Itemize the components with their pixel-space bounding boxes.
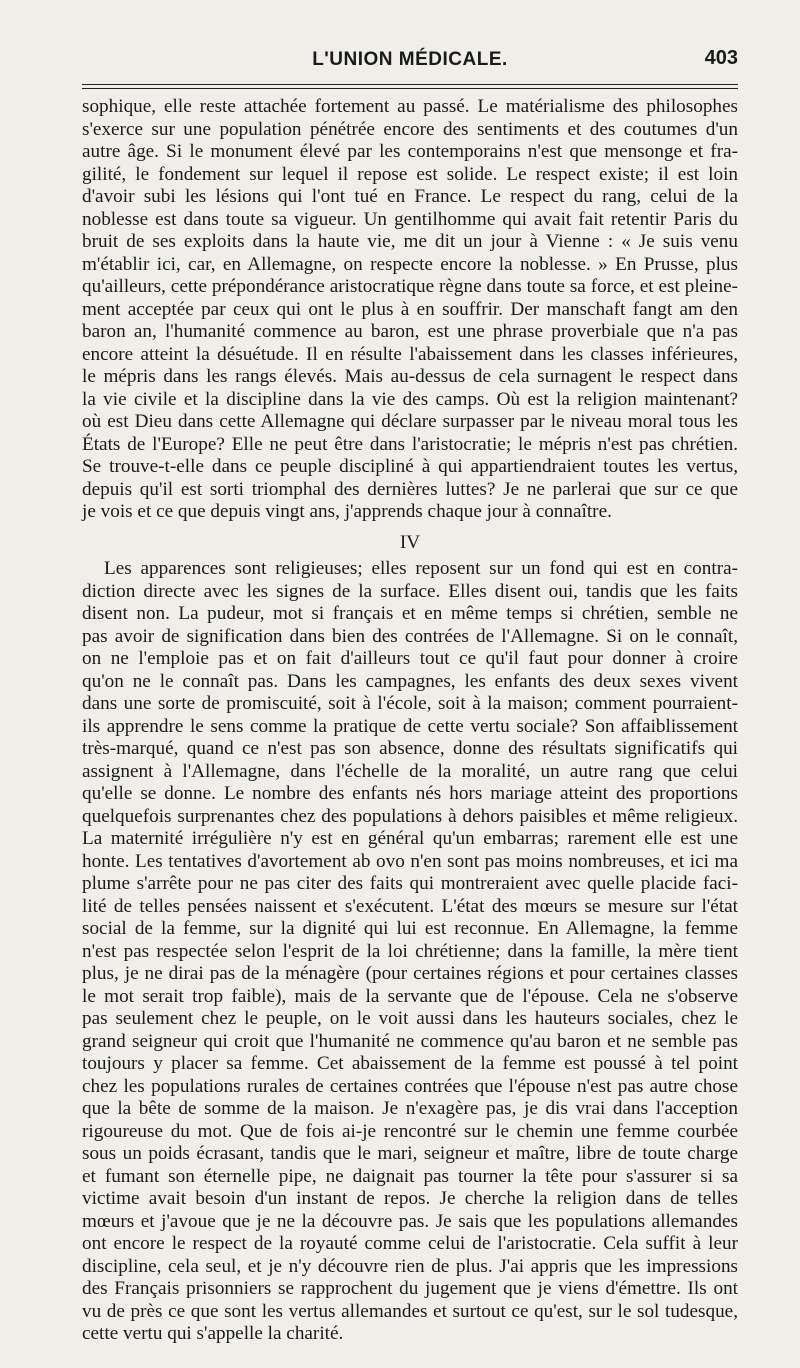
text-line: gilité, le fondement sur lequel il repose est solide. Le respect existe; il est loin [82,163,738,185]
text-line: pas seulement chez le peuple, on le voit aussi dans les hauteurs sociales, chez le [82,1008,738,1029]
text-line: diction directe avec les signes de la surface. Elles disent oui, tandis que les faits [82,580,738,602]
text-line: dans une sorte de promiscuité, soit à l'école, soit à la maison; comment pourraient- [82,693,738,714]
text-line: grand seigneur qui croit que l'humanité ne commence qu'au baron et ne semble pas [82,1030,738,1052]
text-line: on ne l'emploie pas et on fait d'ailleurs tout ce qu'il faut pour donner à croire [82,648,738,669]
header-rule [82,84,738,85]
text-line: lité de telles pensées naissent et s'exécutent. L'état des mœurs se mesure sur l'état [82,895,738,917]
text-line: où est Dieu dans cette Allemagne qui déclare surpasser par le niveau moral tous les [82,411,738,432]
text-line: ont encore le respect de la royauté comme celui de l'aristocratie. Cela suffit à leur [82,1233,738,1254]
text-line: plus, je ne dirai pas de la ménagère (pour certaines régions et pour certaines classes [82,963,738,984]
text-line: et fumant son éternelle pipe, ne daignait pas tourner la tête pour s'assurer si sa [82,1165,738,1187]
text-line: vu de près ce que sont les vertus allemandes et surtout ce qu'est, sur le sol tudesque, [82,1300,738,1322]
text-line: s'exerce sur une population pénétrée encore des sentiments et des coutumes d'un [82,118,738,140]
text-line: ils apprendre le sens comme la pratique de cette vertu sociale? Son affaiblissement [82,715,738,737]
text-line: États de l'Europe? Elle ne peut être dans l'aristocratie; le mépris n'est pas chrétien. [82,433,738,455]
text-line: n'est pas respectée selon l'esprit de la loi chrétienne; dans la famille, la mère tient [82,940,738,962]
text-line: des Français prisonniers se rapprochent du jugement que je viens d'émettre. Ils ont [82,1278,738,1299]
text-line: bruit de ses exploits dans la haute vie, me dit un jour à Vienne : « Je suis venu [82,231,738,252]
text-line: encore atteint la désuétude. Il en résulte l'abaissement dans les classes inférieures, [82,343,738,365]
paragraph-1 [82,96,738,524]
text-line: disent non. La pudeur, mot si français et en même temps si chrétien, semble ne [82,603,738,624]
text-line: Se trouve-t-elle dans ce peuple discipliné à qui appartiendraient toutes les vertus, [82,456,738,477]
text-line: plume s'arrête pour ne pas citer des faits qui montreraient avec quelle placide faci- [82,873,738,894]
text-line: d'avoir subi les lésions qui l'ont tué en France. Le respect du rang, celui de la [82,186,738,207]
text-line: autre âge. Si le monument élevé par les contemporains n'est que mensonge et fra- [82,141,738,162]
text-line: victime avait besoin d'un instant de repos. Je cherche la religion dans de telles [82,1188,738,1209]
text-line: rigoureuse du mot. Que de fois ai-je rencontré sur le chemin une femme courbée [82,1120,738,1142]
text-line: chez les populations rurales de certaines contrées que l'épouse n'est pas autre chose [82,1075,738,1097]
text-line: je vois et ce que depuis vingt ans, j'apprends chaque jour à connaître. [82,501,612,522]
text-line: qu'ailleurs, cette prépondérance aristocratique règne dans toute sa force, et est pleine- [82,276,738,297]
text-line: quelquefois surprenantes chez des populations à dehors paisibles et même religieux. [82,805,738,827]
journal-title: L'UNION MÉDICALE. [312,49,508,70]
text-line: honte. Les tentatives d'avortement ab ovo n'en sont pas moins nombreuses, et ici ma [82,850,738,872]
text-line: pas avoir de signification dans bien des contrées de l'Allemagne. Si on le connaît, [82,625,738,647]
text-line: la vie civile et la discipline dans la vie des camps. Où est la religion maintenant? [82,388,738,410]
section-number: IV [399,531,421,553]
text-line: sophique, elle reste attachée fortement au passé. Le matérialisme des philosophes [82,96,738,117]
article-body [82,96,738,1346]
text-line: social de la femme, sur la dignité qui lui est reconnue. En Allemagne, la femme [82,918,738,939]
text-line: que la bête de somme de la maison. Je n'exagère pas, je dis vrai dans l'acception [82,1098,738,1119]
text-line: très-marqué, quand ce n'est pas son absence, donne des résultats significatifs qui [82,738,738,759]
text-line: baron an, l'humanité commence au baron, est une phrase proverbiale que n'a pas [82,321,738,342]
text-line: le mépris dans les rangs élevés. Mais au-dessus de cela surnagent le respect dans [82,366,738,387]
text-line: cette vertu qui s'appelle la charité. [82,1323,344,1344]
text-line: qu'on ne le connaît pas. Dans les campagnes, les enfants des deux sexes vivent [82,670,738,692]
text-line: discipline, cela seul, et je n'y découvre rien de plus. J'ai appris que les impressions [82,1255,738,1277]
paragraph-2 [82,558,738,1346]
text-line: m'établir ici, car, en Allemagne, on respecte encore la noblesse. » En Prusse, plus [82,253,738,275]
text-line: sous un poids écrasant, tandis que le mari, seigneur et maître, libre de toute charge [82,1143,738,1164]
text-line: le mot serait trop faible), mais de la servante que de l'épouse. Cela ne s'observe [82,985,738,1007]
text-line: ment acceptée par ceux qui ont le plus à en souffrir. Der manschaft fangt am den [82,298,738,320]
text-line: mœurs et j'avoue que je ne la découvre pas. Je sais que les populations allemandes [82,1210,738,1232]
text-line: toujours y placer sa femme. Cet abaissement de la femme est poussé à tel point [82,1053,738,1074]
running-header [82,47,738,77]
header-rule-thin [82,88,738,89]
text-line: La maternité irrégulière n'y est en général qu'un embarras; rarement elle est une [82,828,738,849]
text-line: Les apparences sont religieuses; elles reposent sur un fond qui est en contra- [104,558,738,579]
text-line: depuis qu'il est sorti triomphal des dernières luttes? Je ne parlerai que sur ce que [82,478,738,500]
text-line: qu'elle se donne. Le nombre des enfants nés hors mariage atteint des proportions [82,783,738,804]
text-line: assignent à l'Allemagne, dans l'échelle de la moralité, un autre rang que celui [82,760,738,782]
page-number: 403 [704,47,738,69]
text-line: noblesse est dans toute sa vigueur. Un gentilhomme qui avait fait retentir Paris du [82,208,738,230]
